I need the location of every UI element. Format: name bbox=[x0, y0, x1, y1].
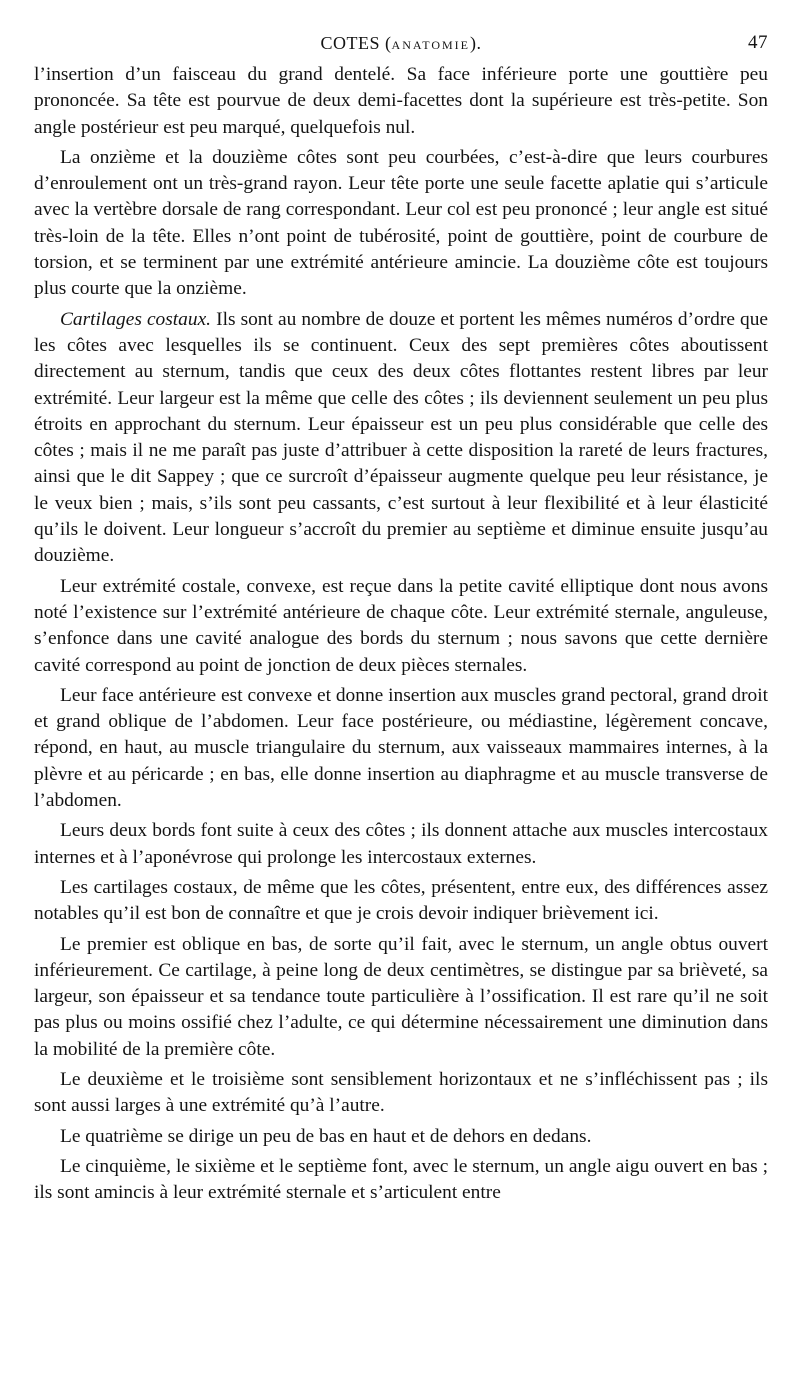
paragraph: Leur face antérieure est convexe et donne insertion aux muscles grand pectoral, grand droit et grand oblique de l’abdomen. Leur face postérieure, ou médiastine, légèrement concave, répond, en haut, au muscle triangulaire du sternum, aux vaisseaux mammaires internes, à la plèvre et au péricarde ; en bas, elle donne insertion au diaphragme et au muscle transverse de l’abdomen. bbox=[34, 684, 768, 812]
paragraph: Le deuxième et le troisième sont sensiblement horizontaux et ne s’infléchissent pas ; ils sont aussi larges à une extrémité qu’à l’autre. bbox=[34, 1068, 768, 1117]
paragraph: Les cartilages costaux, de même que les côtes, présentent, entre eux, des différences assez notables qu’il est bon de connaître et que je crois devoir indiquer brièvement ici. bbox=[34, 876, 768, 925]
body-text bbox=[34, 62, 768, 1206]
paragraph: Leur extrémité costale, convexe, est reçue dans la petite cavité elliptique dont nous avons noté l’existence sur l’extrémité antérieure de chaque côte. Leur extrémité sternale, anguleuse, s’enfonce dans une cavité analogue des bords du sternum ; nous savons que cette dernière cavité correspond au point de jonction de deux pièces sternales. bbox=[34, 575, 768, 676]
running-title-main: COTES bbox=[320, 33, 381, 53]
paragraph: La onzième et la douzième côtes sont peu courbées, c’est-à-dire que leurs courbures d’enroulement ont un très-grand rayon. Leur tête porte une seule facette aplatie qui s’articule avec la vertèbre dorsale de rang correspondant. Leur col est peu prononcé ; leur angle est situé très-loin de la tête. Elles n’ont point de tubérosité, point de gouttière, point de courbure de torsion, et se terminent par une extrémité antérieure amincie. La douzième côte est toujours plus courte que la onzième. bbox=[34, 146, 768, 300]
paragraph-text: Ils sont au nombre de douze et portent les mêmes numéros d’ordre que les côtes avec lesquelles ils se continuent. Ceux des sept premières côtes aboutissent directement au sternum, tandis que ceux des deux côtes flottantes restent libres par leur extrémité. Leur largeur est la même que celle des côtes ; ils deviennent seulement un peu plus étroits en approchant du sternum. Leur épaisseur est un peu plus considérable que celle des côtes ; mais il ne me paraît pas juste d’attribuer à cette disposition la rareté de leurs fractures, ainsi que le dit Sappey ; que ce surcroît d’épaisseur augmente quelque peu leur résistance, je le veux bien ; mais, s’ils sont peu cassants, c’est surtout à leur flexibilité et à leur élasticité qu’ils le doivent. Leur longueur s’accroît du premier au septième et diminue ensuite jusqu’au douzième. bbox=[34, 308, 768, 567]
paragraph: l’insertion d’un faisceau du grand dentelé. Sa face inférieure porte une gouttière peu prononcée. Sa tête est pourvue de deux demi-facettes dont la supérieure est très-petite. Son angle postérieur est peu marqué, quelquefois nul. bbox=[34, 64, 768, 138]
paragraph-with-heading bbox=[34, 307, 768, 570]
paragraph: Le cinquième, le sixième et le septième font, avec le sternum, un angle aigu ouvert en bas ; ils sont amincis à leur extrémité sternale et s’articulent entre bbox=[34, 1155, 768, 1204]
page-number: 47 bbox=[748, 32, 768, 53]
paragraph: Leurs deux bords font suite à ceux des côtes ; ils donnent attache aux muscles intercostaux internes et à l’aponévrose qui prolonge les intercostaux externes. bbox=[34, 820, 768, 868]
running-title-sub: ANATOMIE bbox=[391, 38, 470, 52]
running-header bbox=[34, 28, 768, 62]
paragraph: Le quatrième se dirige un peu de bas en haut et de dehors en dedans. bbox=[60, 1125, 592, 1147]
paragraph: Le premier est oblique en bas, de sorte qu’il fait, avec le sternum, un angle obtus ouvert inférieurement. Ce cartilage, à peine long de deux centimètres, se distingue par sa brièveté, sa largeur, son épaisseur et sa tendance toute particulière à l’ossification. Il est rare qu’il ne soit pas plus ou moins ossifié chez l’adulte, ce qui détermine nécessairement une diminution dans la mobilité de la première côte. bbox=[34, 933, 768, 1060]
running-title: COTES (ANATOMIE). bbox=[320, 33, 482, 53]
section-heading: Cartilages costaux. bbox=[60, 308, 212, 330]
